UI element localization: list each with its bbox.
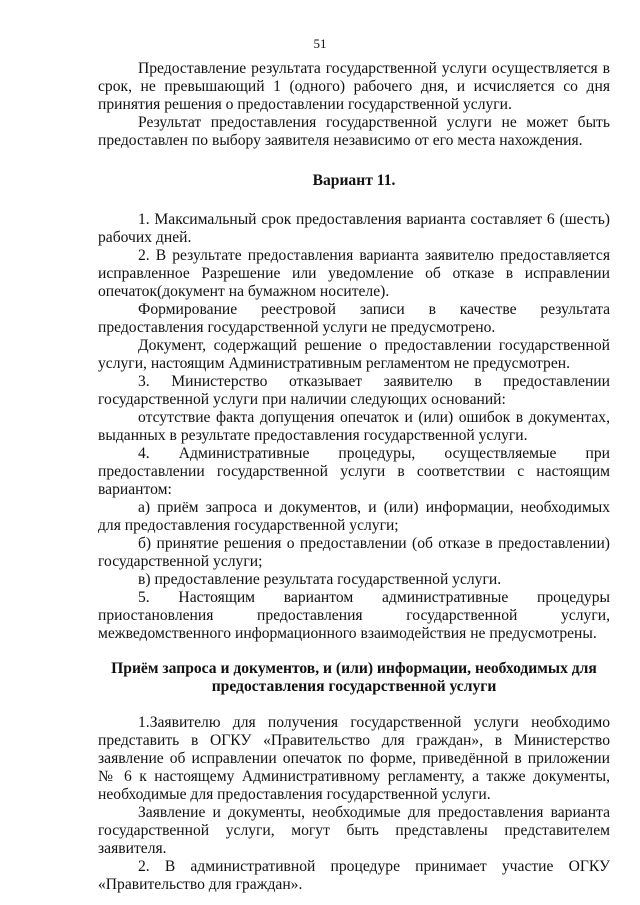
section-heading: Приём запроса и документов, и (или) информации, необходимых для предоставления государственной услуги: [111, 660, 597, 695]
paragraph: в) предоставление результата государственной услуги.: [138, 571, 502, 588]
page-number: 51: [313, 36, 327, 51]
paragraph: 2. В результате предоставления варианта заявителю предоставляется исправленное Разрешение или уведомление об отказе в исправлении опечаток(документ на бумажном носителе).: [98, 247, 610, 300]
paragraph: Предоставление результата государственной услуги осуществляется в срок, не превышающий 1 (одного) рабочего дня, и исчисляется со дня принятия решения о предоставлении государственной услуги.: [98, 60, 610, 113]
paragraph: Формирование реестровой записи в качестве результата предоставления государственной услуги не предусмотрено.: [98, 301, 610, 336]
paragraph: а) приём запроса и документов, и (или) информации, необходимых для предоставления государственной услуги;: [98, 499, 610, 534]
paragraph: 5. Настоящим вариантом административные процедуры приостановления предоставления государственной услуги, межведомственного информационного взаимодействия не предусмотрены.: [98, 589, 610, 642]
variant-heading: Вариант 11.: [312, 172, 396, 189]
paragraph: 4. Административные процедуры, осуществляемые при предоставлении государственной услуги в соответствии с настоящим вариантом:: [98, 445, 610, 498]
paragraph: 3. Министерство отказывает заявителю в предоставлении государственной услуги при наличии следующих оснований:: [98, 373, 610, 408]
paragraph: 1.Заявителю для получения государственной услуги необходимо представить в ОГКУ «Правительство для граждан», в Министерство заявление об исправлении опечаток по форме, приведённой в приложении № 6 к настоящему Административному регламенту, а также документы, необходимые для предоставления государственной услуги.: [98, 714, 610, 803]
paragraph: отсутствие факта допущения опечаток и (или) ошибок в документах, выданных в результате предоставления государственной услуги.: [98, 409, 610, 444]
paragraph: Документ, содержащий решение о предоставлении государственной услуги, настоящим Административным регламентом не предусмотрен.: [98, 337, 610, 372]
document-body: [98, 60, 610, 894]
paragraph: Результат предоставления государственной услуги не может быть предоставлен по выбору заявителя независимо от его места нахождения.: [98, 114, 610, 149]
paragraph: 1. Максимальный срок предоставления варианта составляет 6 (шесть) рабочих дней.: [98, 211, 610, 246]
paragraph: Заявление и документы, необходимые для предоставления варианта государственной услуги, могут быть представлены представителем заявителя.: [98, 804, 610, 857]
paragraph: 2. В административной процедуре принимает участие ОГКУ «Правительство для граждан».: [98, 858, 610, 893]
paragraph: б) принятие решения о предоставлении (об отказе в предоставлении) государственной услуги;: [98, 535, 610, 570]
